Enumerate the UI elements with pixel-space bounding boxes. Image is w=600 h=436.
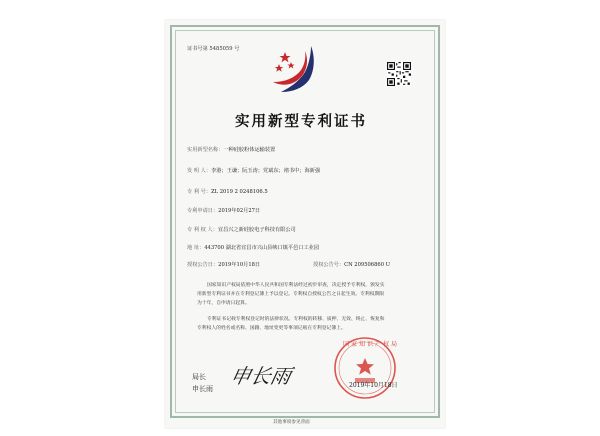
field-patentee: 专 利 权 人：宜昌兴之新硅胶电子科技有限公司 <box>187 227 296 233</box>
footer-note: 其他事项参见背面 <box>273 420 310 425</box>
certificate-number <box>187 47 239 52</box>
director-signature: 申长雨 <box>228 364 294 388</box>
certificate-title: 实用新型专利证书 <box>235 113 367 130</box>
sipo-emblem-icon <box>271 42 323 96</box>
field-grant-date: 授权公告日：2019年10月18日 <box>187 262 261 268</box>
field-patent-number: 专 利 号：ZL 2019 2 0248106.5 <box>187 189 268 195</box>
certificate-number-suffix: 号 <box>234 46 240 52</box>
certificate-body <box>197 282 387 334</box>
patent-certificate <box>165 20 445 428</box>
field-inventors: 发 明 人：李港；王谦；阮玉涛；党斌东；褚书中；海新强 <box>187 168 321 174</box>
certificate-number-value: 5485059 <box>209 46 233 52</box>
field-address: 地 址：443700 湖北省宜昌市兴山县峡口镇平邑口工业园 <box>187 245 320 251</box>
body-paragraph-grant: 国家知识产权局依照中华人民共和国专利法经过初步审查，决定授予专利权，颁发实用新型专利证书并在专利登记簿上予以登记。专利权自授权公告之日起生效。专利权期限为十年，自申请日起算。 <box>197 283 385 306</box>
director-name: 申长雨 <box>192 385 213 393</box>
seal-date: 2019年10月18日 <box>349 382 398 389</box>
certificate-number-label: 证书号第 <box>187 46 208 52</box>
qr-code-icon <box>387 62 411 86</box>
body-paragraph-legal-status: 专利证书记载专利权登记时的法律状况。专利权的转移、质押、无效、终止、恢复和专利权人的姓名或名称、国籍、地址变更等事项记载在专利登记簿上。 <box>197 317 385 332</box>
field-application-date: 专利申请日：2019年02月27日 <box>187 208 261 214</box>
field-utility-model-name: 实用新型名称：一种硅胶粉体运输装置 <box>187 147 276 153</box>
field-announcement-number: 授权公告号：CN 209506860 U <box>313 262 391 268</box>
seal-text: 国家知识产权局 <box>343 341 400 348</box>
director-title: 局长 <box>192 373 206 381</box>
